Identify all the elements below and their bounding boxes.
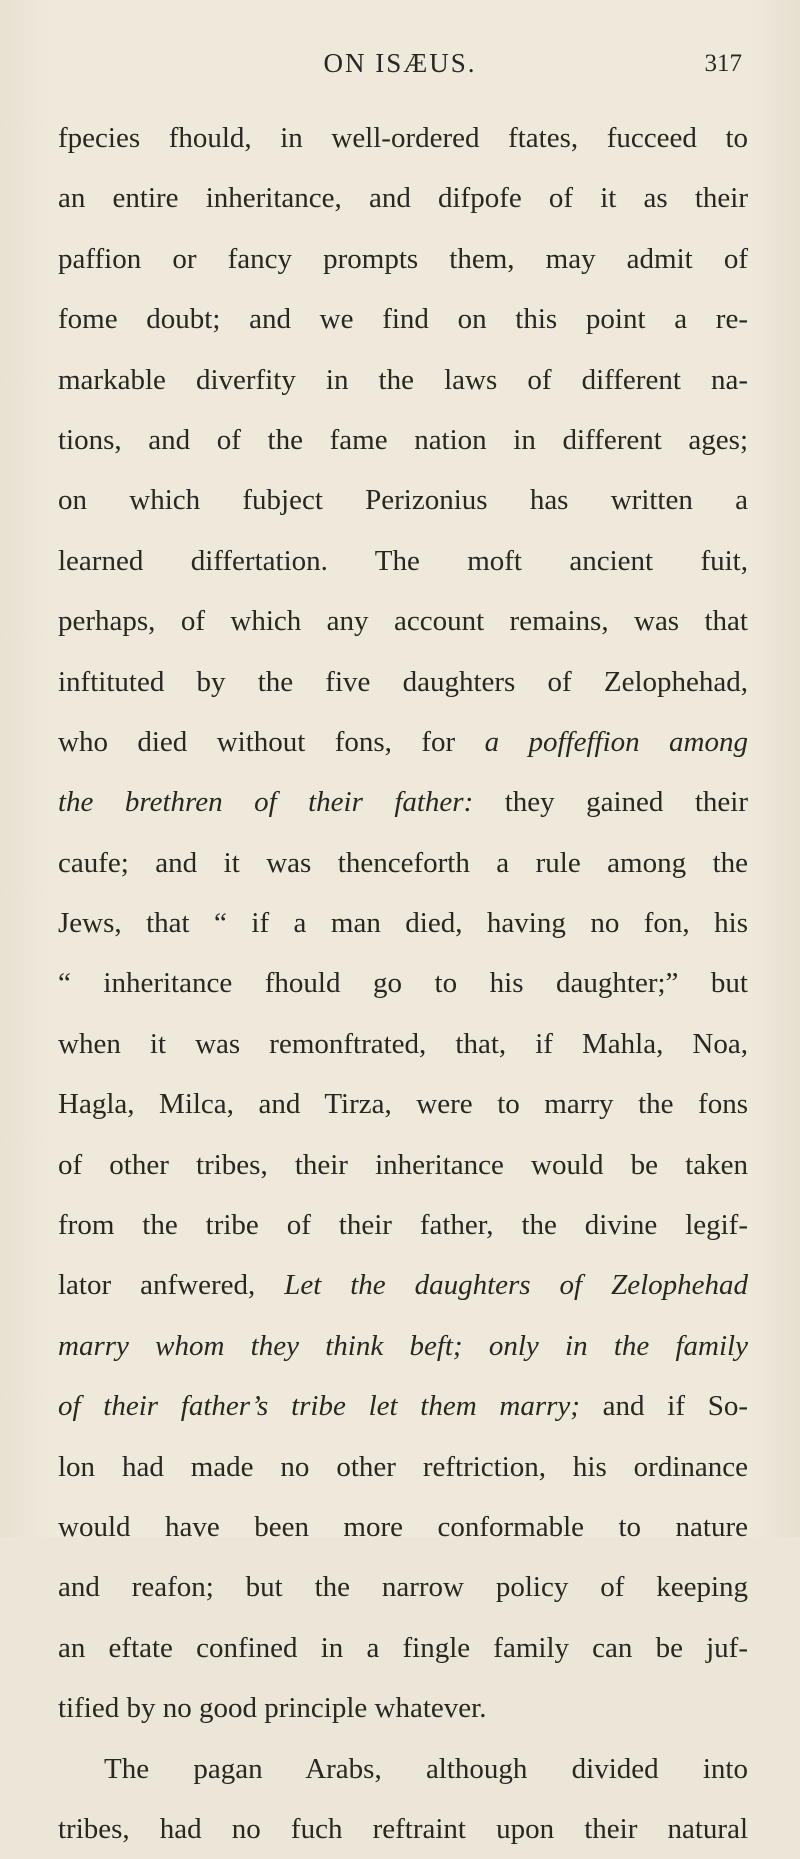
text-span: Hagla, Milca, and Tirza, were to marry the fons <box>58 1088 748 1121</box>
italic-text: of their father’s tribe let them marry; <box>58 1390 580 1423</box>
text-span: tribes, had no fuch reftraint upon their natural <box>58 1812 748 1845</box>
text-line <box>58 652 748 712</box>
text-span: they gained their <box>473 786 749 819</box>
text-span: an entire inheritance, and difpofe of it as their <box>58 182 748 215</box>
text-line <box>58 712 748 772</box>
italic-text: the brethren of their father: <box>58 786 474 819</box>
text-span: markable diverfity in the laws of different na- <box>58 363 748 396</box>
text-line <box>58 1195 748 1255</box>
page-header <box>0 48 800 88</box>
text-line <box>58 591 748 651</box>
text-line <box>58 289 748 349</box>
body-text <box>58 108 748 1859</box>
text-span: an eftate confined in a fingle family can be juf- <box>58 1631 748 1664</box>
text-span: learned differtation. The moft ancient fuit, <box>58 544 748 577</box>
text-line <box>58 833 748 893</box>
text-span: paffion or fancy prompts them, may admit of <box>58 242 748 275</box>
text-line <box>58 1316 748 1376</box>
text-span: from the tribe of their father, the divine legif- <box>58 1209 748 1242</box>
text-line <box>58 1739 748 1799</box>
italic-text: marry whom they think beft; only in the family <box>58 1329 748 1362</box>
text-line <box>58 772 748 832</box>
text-line <box>58 229 748 289</box>
text-line <box>58 108 748 168</box>
text-line <box>58 1497 748 1557</box>
italic-text: Let the daughters of Zelophehad <box>284 1269 748 1302</box>
text-line <box>58 1074 748 1134</box>
text-span: fpecies fhould, in well-ordered ftates, fucceed to <box>58 122 748 154</box>
text-span: tions, and of the fame nation in different ages; <box>58 423 748 456</box>
text-span: fome doubt; and we find on this point a re- <box>58 303 748 336</box>
text-span: tified by no good principle whatever. <box>58 1692 487 1725</box>
text-line <box>58 1376 748 1436</box>
text-span: “ inheritance fhould go to his daughter;” but <box>58 967 748 1000</box>
running-head: ON ISÆUS. <box>323 48 477 78</box>
text-span: on which fubject Perizonius has written a <box>58 484 748 517</box>
text-span: would have been more conformable to nature <box>58 1510 748 1543</box>
text-line <box>58 1135 748 1195</box>
text-line <box>58 1678 748 1738</box>
italic-text: a poffeffion among <box>484 725 748 758</box>
text-line <box>58 953 748 1013</box>
text-line <box>58 1618 748 1678</box>
text-span: Jews, that “ if a man died, having no fon, his <box>58 907 748 940</box>
text-span: perhaps, of which any account remains, was that <box>58 605 748 638</box>
text-line <box>58 410 748 470</box>
page-number: 317 <box>704 50 742 77</box>
text-span: and reafon; but the narrow policy of keeping <box>58 1571 748 1604</box>
text-span: when it was remonftrated, that, if Mahla, Noa, <box>58 1027 748 1060</box>
text-span: lon had made no other reftriction, his ordinance <box>58 1450 748 1483</box>
text-line <box>58 1014 748 1074</box>
text-span: of other tribes, their inheritance would be taken <box>58 1148 748 1181</box>
text-span: lator anfwered, <box>58 1269 285 1302</box>
text-span: The pagan Arabs, although divided into <box>104 1752 748 1785</box>
text-line <box>58 1557 748 1617</box>
text-line <box>58 1799 748 1859</box>
text-line <box>58 893 748 953</box>
text-span: who died without fons, for <box>58 725 485 758</box>
text-line <box>58 531 748 591</box>
text-line <box>58 1255 748 1315</box>
text-span: caufe; and it was thenceforth a rule among the <box>58 846 748 879</box>
text-line <box>58 470 748 530</box>
text-line <box>58 1437 748 1497</box>
text-line <box>58 168 748 228</box>
text-span: inftituted by the five daughters of Zelophehad, <box>58 665 748 698</box>
text-span: and if So- <box>579 1390 748 1423</box>
text-line <box>58 350 748 410</box>
